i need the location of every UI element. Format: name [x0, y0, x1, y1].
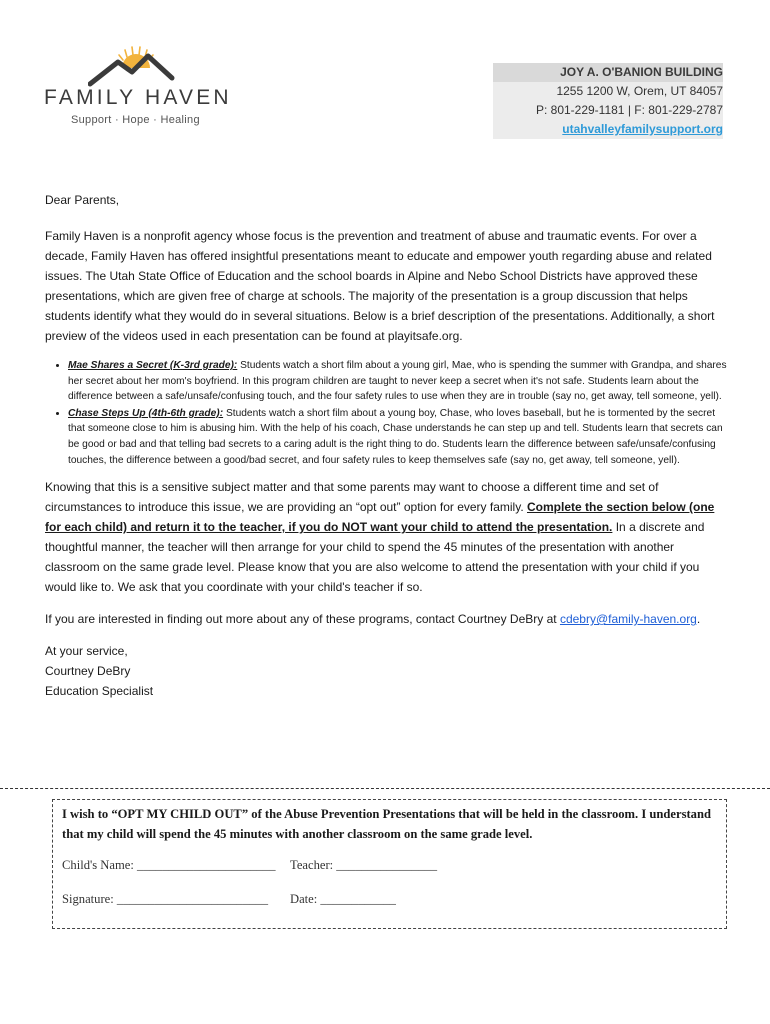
cut-line	[0, 788, 770, 789]
date-field[interactable]: Date: ____________	[290, 892, 396, 906]
website-link[interactable]: utahvalleyfamilysupport.org	[493, 120, 723, 139]
program-name: Mae Shares a Secret (K-3rd grade):	[68, 360, 238, 371]
intro-paragraph: Family Haven is a nonprofit agency whose focus is the prevention and treatment of abuse and traumatic events. For over a decade, Family Haven has offered insightful presentations meant to educate and empower youth regarding abuse and related issues. The Utah State Office of Education and the school boards in Alpine and Nebo School Districts have approved these presentations, which are given free of charge at schools. The majority of the presentation is a group discussion that helps students identify what they would do in several situations. Below is a brief description of the presentations. Additionally, a short preview of the videos used in each presentation can be found at playitsafe.org.	[45, 229, 715, 343]
child-name-field[interactable]: Child's Name: ______________________	[62, 858, 276, 872]
program-list	[45, 358, 730, 468]
letter-body	[45, 190, 730, 701]
form-fields	[62, 858, 437, 926]
building-name: JOY A. O'BANION BUILDING	[493, 63, 723, 82]
optout-instruction: Complete the section below (one for each child) and return it to the teacher, if you do NOT want your child to attend the presentation.	[45, 500, 715, 535]
optout-paragraph	[45, 477, 730, 597]
program-description: Students watch a short film about a young boy, Chase, who loves baseball, but he is tormented by the secret that someone close to him is abusing him. With the help of his coach, Chase understands he can step up and tell. Students learn that secrets can be good or bad and that telling bad secrets to a caring adult is the right thing to do. Students learn the difference between safe/unsafe/confusing touches, the difference between a good/bad secret, and four safety rules to keep themselves safe (say no, get away, tell someone, yell).	[68, 407, 723, 466]
opt-out-statement: I wish to “OPT MY CHILD OUT” of the Abuse Prevention Presentations that will be held in the classroom. I understand that my child will spend the 45 minutes with another classroom on the same grade level.	[62, 807, 711, 841]
tagline: Support · Hope · Healing	[71, 114, 200, 126]
opt-out-form	[52, 799, 727, 929]
mountain-sun-icon	[88, 44, 198, 88]
address-block	[493, 63, 723, 139]
contact-text-end: .	[696, 612, 701, 627]
contact-text: If you are interested in finding out more about any of these programs, contact Courtney DeBry at	[45, 612, 560, 627]
teacher-field[interactable]: Teacher: ________________	[290, 858, 438, 872]
phone-fax: P: 801-229-1181 | F: 801-229-2787	[493, 101, 723, 120]
signer-title: Education Specialist	[45, 684, 154, 699]
signature-block	[45, 641, 730, 701]
form-row	[62, 892, 437, 926]
program-item	[68, 358, 730, 405]
optout-text-cont: In a discrete and thoughtful manner, the teacher will then arrange for your child to spend the 45 minutes of the presentation with another classroom on the same grade level. Please know that you are also welcome to attend the presentation with your child if you would like to. We ask that you coordinate with your child's teacher if so.	[45, 520, 705, 595]
contact-email-link[interactable]: cdebry@family-haven.org	[559, 612, 697, 627]
optout-text: Knowing that this is a sensitive subject matter and that some parents may want to choose a different time and set of circumstances to introduce this issue, we are providing an “opt out” option for every family.	[45, 480, 659, 515]
form-row	[62, 858, 437, 892]
program-description: Students watch a short film about a young girl, Mae, who is spending the summer with Grandpa, and shares her secret about her mom's boyfriend. In this program children are taught to never keep a secret when it's not safe. Students learn about the difference between a safe/unsafe/confusing touch, and the four safety rules to use when they are in trouble (say no, get away, tell someone, yell).	[68, 360, 727, 403]
program-item	[68, 406, 730, 468]
signature-field[interactable]: Signature: ________________________	[62, 892, 269, 906]
brand-name: FAMILY HAVEN	[44, 86, 232, 109]
family-haven-logo	[44, 44, 244, 134]
signer-name: Courtney DeBry	[45, 664, 131, 679]
greeting: Dear Parents,	[45, 193, 120, 207]
program-name: Chase Steps Up (4th-6th grade):	[68, 407, 224, 419]
street-address: 1255 1200 W, Orem, UT 84057	[493, 82, 723, 101]
contact-paragraph	[45, 609, 730, 629]
closing: At your service,	[45, 644, 128, 659]
